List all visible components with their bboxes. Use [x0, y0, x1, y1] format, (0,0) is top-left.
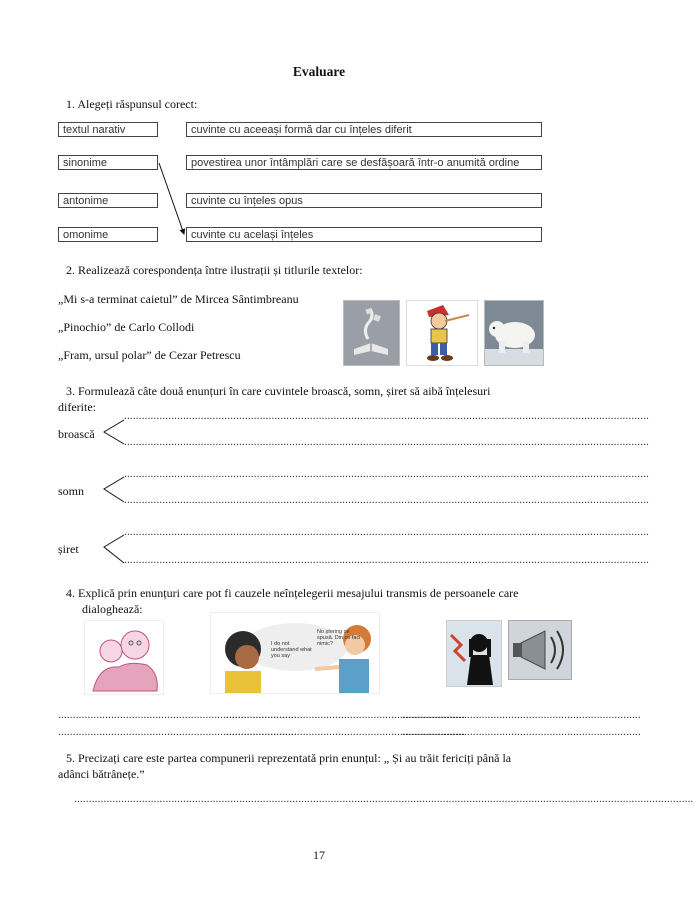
- pinocchio-illustration: [406, 300, 478, 366]
- noise-illustration: [446, 620, 502, 687]
- question-5-prompt: 5. Precizați care este partea compunerii reprezentată prin enunțul: „ Și au trăit fericiți până la: [66, 751, 512, 765]
- book-title-1: „Mi s-a terminat caietul” de Mircea Sântimbreanu: [58, 292, 299, 306]
- answer-line[interactable]: .................................................................................: [402, 709, 641, 721]
- polar-bear-icon: [485, 301, 543, 365]
- question-4-prompt: 4. Explică prin enunțuri care pot fi cauzele neînțelegerii mesajului transmis de persoanele care: [66, 586, 519, 600]
- word-somn: somn: [58, 484, 85, 498]
- term-box-4[interactable]: omonime: [58, 227, 158, 242]
- speech-bubble-right: I do not understand what you say: [271, 641, 312, 659]
- answer-line[interactable]: ..................................................................................................................................................................................: [124, 436, 650, 448]
- definition-box-1[interactable]: cuvinte cu aceeași formă dar cu înțeles diferit: [186, 122, 542, 137]
- question-3-prompt: 3. Formulează câte două enunțuri în care cuvintele broască, somn, șiret să aibă înțelesuri: [66, 384, 491, 398]
- answer-line[interactable]: ..................................................................................................................................................................................: [124, 526, 650, 538]
- book-title-2: „Pinochio” de Carlo Collodi: [58, 320, 195, 334]
- book-illustration: [343, 300, 400, 366]
- megaphone-icon: [509, 621, 571, 679]
- covering-ears-icon: [447, 621, 501, 686]
- term-box-1[interactable]: textul narativ: [58, 122, 158, 137]
- question-4-prompt-cont: dialoghează:: [82, 602, 143, 616]
- children-dialogue-illustration: [210, 612, 380, 694]
- hugging-people-icon: [85, 621, 163, 694]
- question-3-prompt-cont: diferite:: [58, 400, 96, 414]
- word-broasca: broască: [58, 427, 95, 441]
- answer-line[interactable]: .................................................................................: [402, 726, 641, 738]
- answer-line[interactable]: .................................................................................: [58, 709, 297, 721]
- word-siret: șiret: [58, 542, 79, 556]
- definition-box-2[interactable]: povestirea unor întâmplări care se desfășoară într-o anumită ordine: [186, 155, 542, 170]
- answer-line[interactable]: ..................................................................................................................................................................................: [124, 494, 650, 506]
- answer-line[interactable]: .................................................................................: [226, 709, 465, 721]
- open-book-icon: [344, 301, 399, 365]
- book-title-3: „Fram, ursul polar” de Cezar Petrescu: [58, 348, 241, 362]
- question-1-prompt: 1. Alegeți răspunsul corect:: [66, 97, 198, 111]
- question-2-prompt: 2. Realizează corespondența între ilustrații și titlurile textelor:: [66, 263, 363, 277]
- definition-box-3[interactable]: cuvinte cu înțeles opus: [186, 193, 542, 208]
- polar-bear-illustration: [484, 300, 544, 366]
- term-box-2[interactable]: sinonime: [58, 155, 158, 170]
- answer-line[interactable]: ..................................................................................................................................................................................: [124, 554, 650, 566]
- answer-line[interactable]: .................................................................................: [226, 726, 465, 738]
- question-5-prompt-cont: adânci bătrânețe.”: [58, 767, 145, 781]
- answer-line[interactable]: .................................................................................: [58, 726, 297, 738]
- answer-line[interactable]: ..................................................................................................................................................................................: [124, 410, 650, 422]
- megaphone-illustration: [508, 620, 572, 680]
- page-title: Evaluare: [292, 64, 346, 79]
- answer-line[interactable]: ..................................................................................................................................................................................................................: [74, 793, 694, 805]
- definition-box-4[interactable]: cuvinte cu același înțeles: [186, 227, 542, 242]
- term-box-3[interactable]: antonime: [58, 193, 158, 208]
- answer-line[interactable]: ..................................................................................................................................................................................: [124, 468, 650, 480]
- speech-bubble-left: No ștering ce spusă. Din ce faci nimic?: [317, 629, 361, 647]
- grandmother-child-illustration: [84, 620, 164, 695]
- page-number: 17: [313, 848, 325, 862]
- pinocchio-figure-icon: [407, 301, 477, 365]
